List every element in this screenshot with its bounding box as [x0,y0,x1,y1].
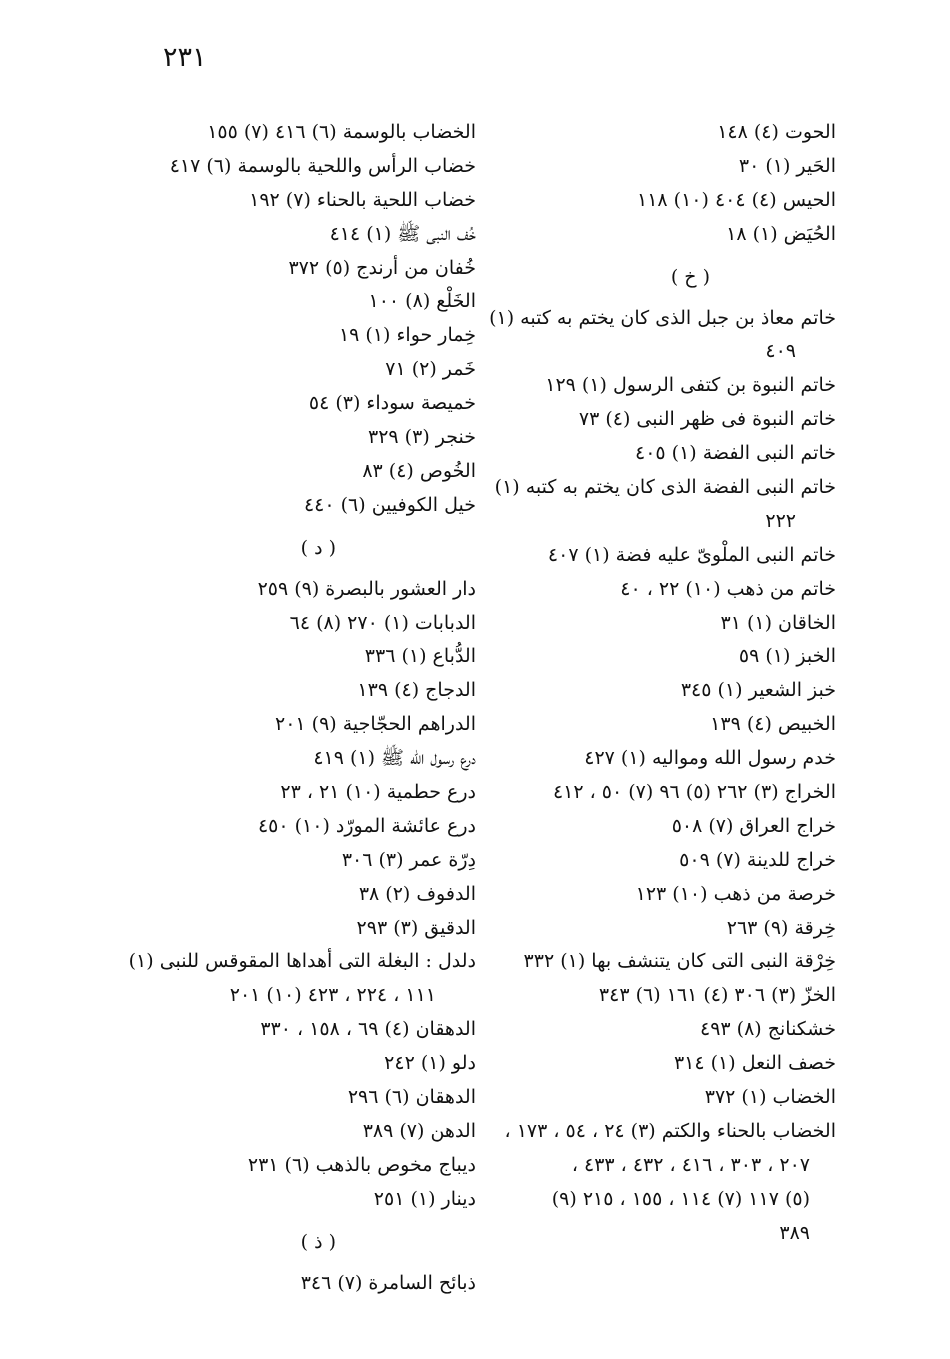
index-entry: الدهقان (٦) ٢٩٦ [347,1086,476,1109]
index-entry: الخضاب بالحناء والكتم (٣) ٢٤ ، ٥٤ ، ١٧٣ ، [504,1119,836,1142]
index-entry: خبز الشعير (١) ٣٤٥ [680,679,836,702]
index-entry: خاتم النبى الفضة الذى كان يختم به كتبه (١) [494,476,836,499]
index-entry: خاتم النبوة بن كتفى الرسول (١) ١٢٩ [545,374,836,397]
index-entry: دينار (١) ٢٥١ [373,1187,476,1210]
index-entry: خراج للدينة (٧) ٥٠٩ [679,848,836,871]
index-entry: الحُيَض (١) ١٨ [726,222,836,245]
index-entry: الدهقان (٤) ٦٩ ، ١٥٨ ، ٣٣٠ [260,1018,476,1041]
index-entry: الدُّباع (١) ٣٣٦ [364,645,476,668]
index-entry: الخبز (١) ٥٩ [738,645,836,668]
index-entry: الحيس (٤) ٤٠٤ (١٠) ١١٨ [637,188,836,211]
index-entry: خِرقة (٩) ٢٦٣ [726,916,836,939]
index-entry: الدراهم الحجّاجية (٩) ٢٠١ [275,713,476,736]
index-entry-continuation: ٢٠٧ ، ٣٠٣ ، ٤١٦ ، ٤٣٢ ، ٤٣٣ ، [571,1153,810,1176]
index-entry: خنجر (٣) ٣٢٩ [368,426,476,449]
index-entry: خِرْقة النبى التى كان يتنشف بها (١) ٣٣٢ [523,950,836,973]
index-entry: خرصة من ذهب (١٠) ١٢٣ [635,882,836,905]
index-entry: الدهن (٧) ٣٨٩ [362,1119,476,1142]
section-heading-kha: ( خ ) [670,265,710,288]
section-heading-dal: ( د ) [300,536,336,559]
index-entry: ذبائح السامرة (٧) ٣٤٦ [300,1271,476,1294]
index-entry: الدقيق (٣) ٢٩٣ [356,916,476,939]
index-entry: الدفوف (٢) ٣٨ [358,882,476,905]
index-entry: دلدل : البغلة التى أهداها المقوقس للنبى (١) [128,950,476,973]
index-entry: درع رسول الله ﷺ (١) ٤١٩ [313,747,476,770]
index-entry: الخَلْع (٨) ١٠٠ [368,290,476,313]
index-entry-continuation: ١١١ ، ٢٢٤ ، ٤٢٣ (١٠) ٢٠١ [229,984,436,1007]
index-entry: خميصة سوداء (٣) ٥٤ [308,392,476,415]
index-entry: خدم رسول الله ومواليه (١) ٤٢٧ [584,747,836,770]
index-entry: الدجاج (٤) ١٣٩ [357,679,476,702]
index-entry-continuation: ٣٨٩ [779,1221,810,1244]
index-entry: خُف النبى ﷺ (١) ٤١٤ [329,222,476,245]
index-entry: الخُوص (٤) ٨٣ [362,459,476,482]
index-entry: الخاقان (١) ٣١ [720,611,836,634]
index-entry: الخراج (٣) ٢٦٢ (٥) ٩٦ (٧) ٥٠ ، ٤١٢ [552,781,836,804]
index-entry: ديباج مخوص بالذهب (٦) ٢٣١ [247,1153,476,1176]
index-entry: خضاب الرأس واللحية بالوسمة (٦) ٤١٧ [169,154,476,177]
index-entry: الحوت (٤) ١٤٨ [717,121,836,143]
index-entry: درع حطمية (١٠) ٢١ ، ٢٣ [280,781,476,804]
index-entry: الحَير (١) ٣٠ [738,154,836,177]
index-entry-continuation: (٥) ١١٧ (٧) ١١٤ ، ١٥٥ ، ٢١٥ (٩) [551,1187,810,1210]
index-entry: خاتم النبى الفضة (١) ٤٠٥ [634,442,836,465]
index-entry: الخزّ (٣) ٣٠٦ (٤) ١٦١ (٦) ٣٤٣ [598,984,836,1007]
index-entry: خِمار حواء (١) ١٩ [338,324,476,347]
index-entry: دلو (١) ٢٤٢ [384,1052,476,1075]
index-entry: درع عائشة المورّد (١٠) ٤٥٠ [257,814,476,837]
index-entry: خشكنانج (٨) ٤٩٣ [699,1018,836,1041]
index-entry: دار العشور بالبصرة (٩) ٢٥٩ [257,577,476,600]
index-entry: الخضاب بالوسمة (٦) ٤١٦ (٧) ١٥٥ [207,121,476,143]
page-number: ٢٣١ [163,42,207,73]
index-entry: خُفان من أرندج (٥) ٣٧٢ [288,256,476,279]
index-entry: خاتم من ذهب (١٠) ٢٢ ، ٤٠ [620,577,836,600]
index-entry: الخبيص (٤) ١٣٩ [710,713,836,736]
index-entry: خيل الكوفيين (٦) ٤٤٠ [303,493,476,516]
index-entry: خصف النعل (١) ٣١٤ [673,1052,836,1075]
index-entry: خضاب اللحية بالحناء (٧) ١٩٢ [249,188,476,211]
index-entry: الدبابات (١) ٢٧٠ (٨) ٦٤ [289,611,476,634]
index-column-right [489,116,836,1251]
index-column-left [128,116,476,1301]
index-entry: خراج العراق (٧) ٥٠٨ [671,814,836,837]
index-entry: دِرّة عمر (٣) ٣٠٦ [341,848,476,871]
index-entry: الخضاب (١) ٣٧٢ [704,1086,836,1109]
index-entry: خاتم النبى الملْوىّ عليه فضة (١) ٤٠٧ [547,543,836,566]
index-entry: خاتم معاذ بن جبل الذى كان يختم به كتبه (١) [489,306,836,329]
index-entry-continuation: ٤٠٩ [765,340,796,363]
index-entry: خاتم النبوة فى ظهر النبى (٤) ٧٣ [578,408,836,431]
index-entry: خَمر (٢) ٧١ [385,358,476,381]
section-heading-dhal: ( ذ ) [300,1230,336,1253]
index-entry-continuation: ٢٢٢ [765,509,796,532]
